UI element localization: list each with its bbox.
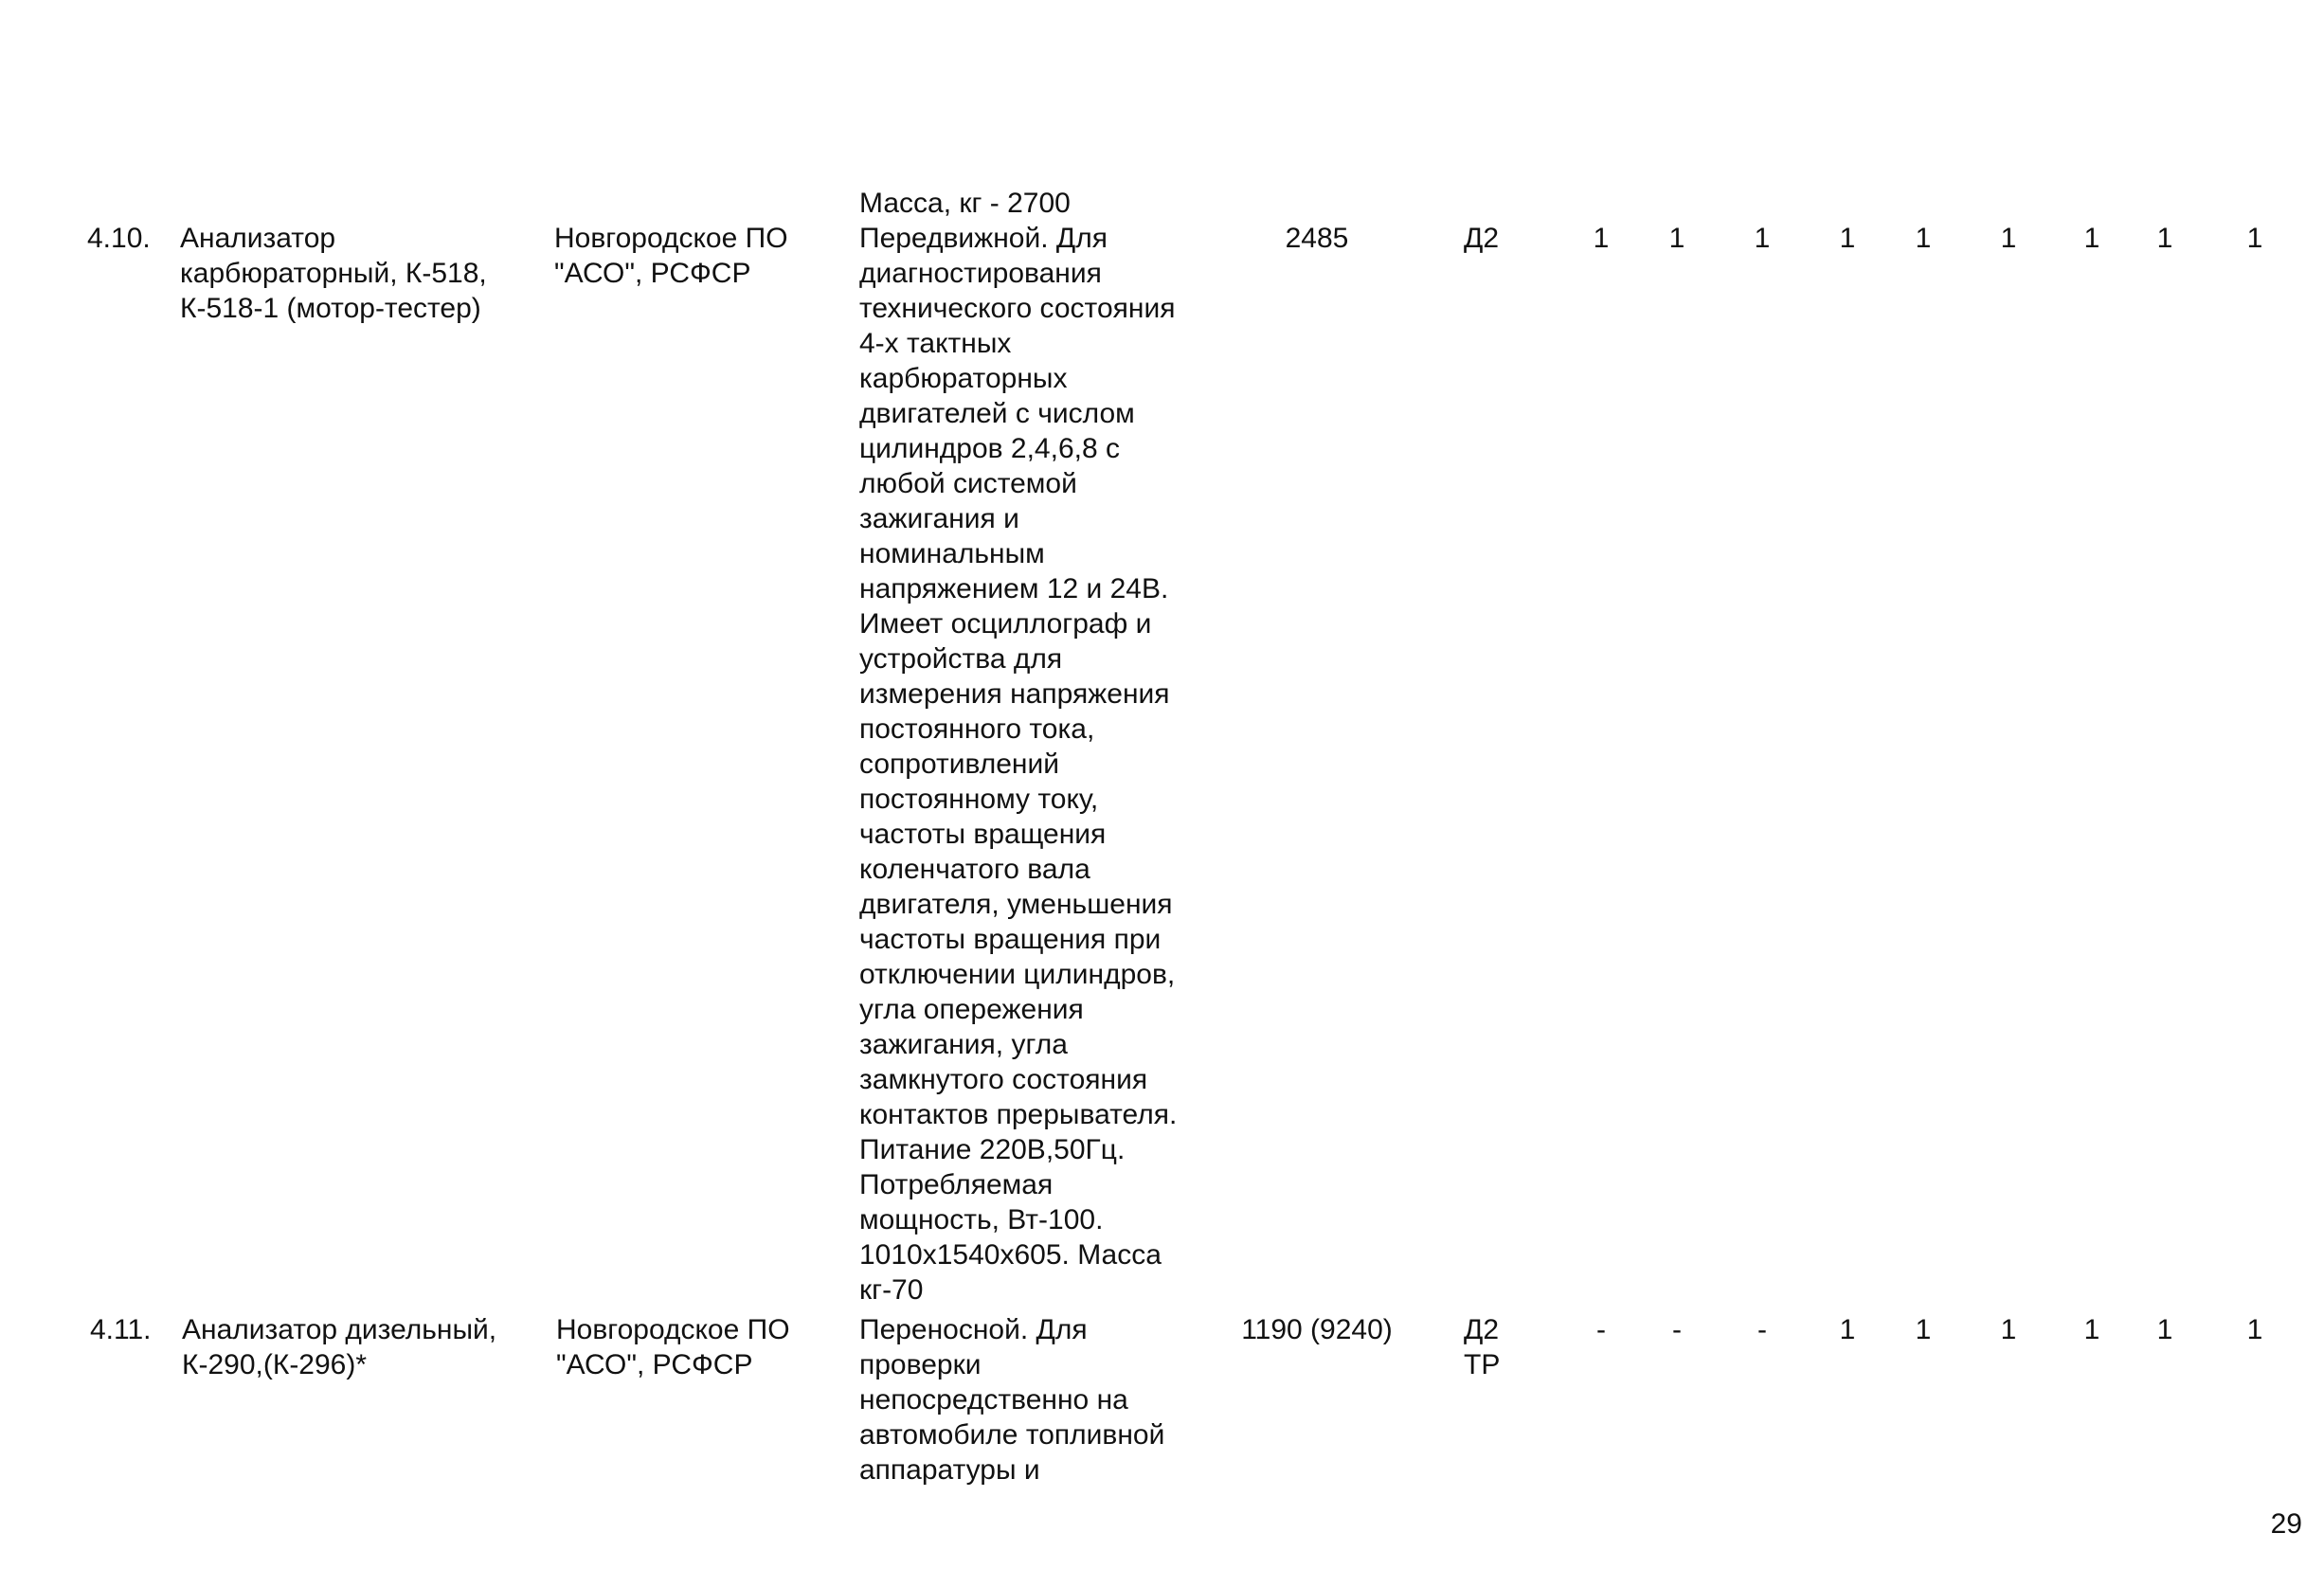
code: Д2 — [1464, 223, 1500, 254]
quantity-cell: 1 — [2083, 1314, 2100, 1345]
quantity-cell: 1 — [1915, 1314, 1932, 1345]
quantity-cell: 1 — [2246, 223, 2263, 254]
quantity-cell: - — [1757, 1314, 1767, 1345]
carryover-text: Масса, кг - 2700 — [859, 188, 1071, 219]
description: Передвижной. Для диагностирования технического состояния 4-х тактных карбюраторных двигателей с числом цилиндров 2,4,6,8 с любой системой зажигания и номинальным напряжением 12 и 24В. Имеет осциллограф и устройства для измерения напряжения постоянного тока, сопротивлений постоянному току, частоты вращения коленчатого вала двигателя, уменьшения частоты вращения при отключении цилиндров, угла опережения зажигания, угла замкнутого состояния контактов прерывателя. Питание 220В,50Гц. Потребляемая мощность, Вт-100. 1010x1540x605. Масса кг-70 — [859, 223, 1178, 1306]
code: Д2 ТР — [1464, 1314, 1501, 1380]
quantity-cell: 1 — [1754, 223, 1771, 254]
quantity-cell: 1 — [1593, 223, 1610, 254]
page-number: 29 — [2270, 1508, 2302, 1540]
equipment-name: Анализатор дизельный, К-290,(К-296)* — [182, 1314, 497, 1380]
row-number: 4.10. — [87, 223, 151, 254]
price: 1190 (9240) — [1241, 1314, 1393, 1345]
quantity-cell: 1 — [2156, 223, 2173, 254]
quantity-cell: 1 — [2000, 223, 2017, 254]
quantity-cell: 1 — [1668, 223, 1685, 254]
quantity-cell: 1 — [2083, 223, 2100, 254]
price: 2485 — [1285, 223, 1349, 254]
manufacturer: Новгородское ПО "АСО", РСФСР — [556, 1314, 790, 1380]
quantity-cell: 1 — [2246, 1314, 2263, 1345]
equipment-name: Анализатор карбюраторный, К-518, К-518-1 (мотор-тестер) — [180, 223, 487, 324]
quantity-cell: 1 — [2156, 1314, 2173, 1345]
quantity-cell: - — [1672, 1314, 1682, 1345]
quantity-cell: - — [1596, 1314, 1606, 1345]
quantity-cell: 1 — [1915, 223, 1932, 254]
quantity-cell: 1 — [2000, 1314, 2017, 1345]
description: Переносной. Для проверки непосредственно на автомобиле топливной аппаратуры и — [859, 1314, 1165, 1486]
row-number: 4.11. — [90, 1314, 152, 1345]
manufacturer: Новгородское ПО "АСО", РСФСР — [554, 223, 788, 289]
quantity-cell: 1 — [1839, 223, 1856, 254]
quantity-cell: 1 — [1839, 1314, 1856, 1345]
